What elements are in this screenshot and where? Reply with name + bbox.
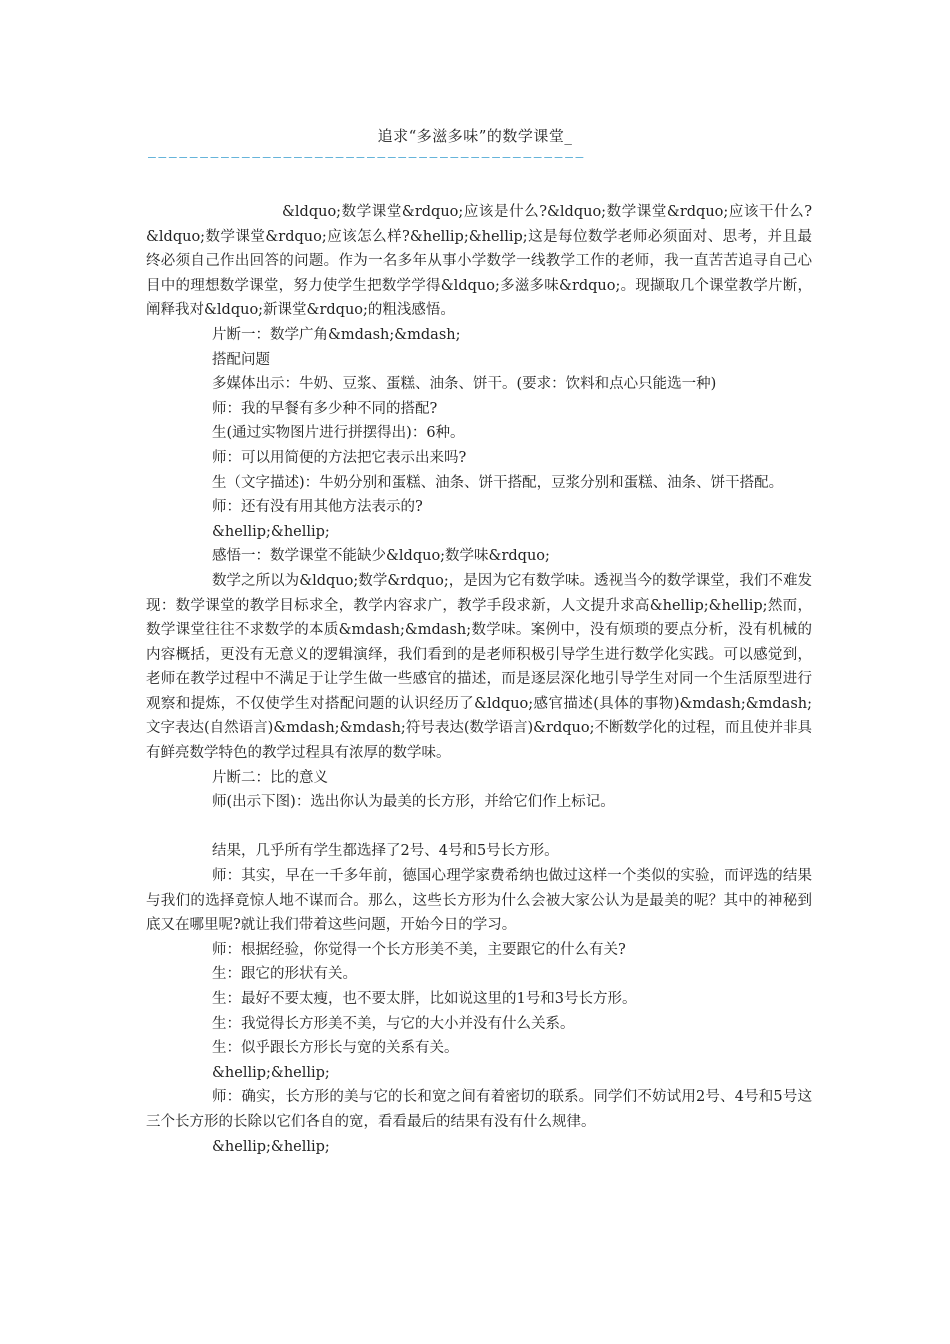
- paragraph: &ldquo;数学课堂&rdquo;应该是什么?&ldquo;数学课堂&rdquo;应该干什么?&ldquo;数学课堂&rdquo;应该怎么样?&hellip;&hellip;这是每位数学老师必须面对、思考，并且最终必须自己作出回答的问题。作为一名多年从事小学数学一线教学工作的老师，我一直苦苦追寻自己心目中的理想数学课堂，努力使学生把数学学得&ldquo;多滋多味&rdquo;。现撷取几个课堂教学片断，阐释我对&ldquo;新课堂&rdquo;的粗浅感悟。: [146, 204, 812, 319]
- paragraph: 师：可以用简便的方法把它表示出来吗?: [212, 449, 467, 466]
- paragraph: 生：我觉得长方形美不美，与它的大小并没有什么关系。: [212, 1015, 575, 1032]
- paragraph: 师：还有没有用其他方法表示的?: [212, 499, 423, 516]
- paragraph: 搭配问题: [212, 351, 270, 368]
- paragraph: &hellip;&hellip;: [212, 523, 330, 540]
- paragraph: &hellip;&hellip;: [212, 1138, 330, 1155]
- paragraph: 师：根据经验，你觉得一个长方形美不美，主要跟它的什么有关?: [212, 941, 626, 958]
- paragraph: 师(出示下图)：选出你认为最美的长方形，并给它们作上标记。: [212, 794, 615, 811]
- paragraph: 生：跟它的形状有关。: [212, 966, 357, 983]
- paragraph: 师：其实，早在一千多年前，德国心理学家费希纳也做过这样一个类似的实验，而评选的结果与我们的选择竟惊人地不谋而合。那么，这些长方形为什么会被大家公认为是最美的呢？其中的神秘到底又在哪里呢?就让我们带着这些问题，开始今日的学习。: [146, 868, 812, 934]
- paragraph: 师：我的早餐有多少种不同的搭配?: [212, 400, 438, 417]
- paragraph: 生：最好不要太瘦，也不要太胖，比如说这里的1号和3号长方形。: [212, 991, 637, 1007]
- document-title: 追求“多滋多味”的数学课堂_: [377, 127, 573, 145]
- paragraph: 感悟一：数学课堂不能缺少&ldquo;数学味&rdquo;: [212, 548, 550, 565]
- paragraph: 结果，几乎所有学生都选择了2号、4号和5号长方形。: [212, 843, 559, 860]
- figure-placeholder: [146, 815, 812, 840]
- paragraph: 生（文字描述)：牛奶分别和蛋糕、油条、饼干搭配，豆浆分别和蛋糕、油条、饼干搭配。: [212, 474, 784, 491]
- paragraph: 多媒体出示：牛奶、豆浆、蛋糕、油条、饼干。(要求：饮料和点心只能选一种): [212, 376, 717, 393]
- paragraph: 片断二：比的意义: [212, 769, 328, 786]
- paragraph: 生：似乎跟长方形长与宽的关系有关。: [212, 1040, 459, 1057]
- paragraph: 师：确实，长方形的美与它的长和宽之间有着密切的联系。同学们不妨试用2号、4号和5号这三个长方形的长除以它们各自的宽，看看最后的结果有没有什么规律。: [146, 1089, 812, 1130]
- title-divider: ——————————————————————————————————————————: [148, 150, 586, 165]
- document-body: [146, 200, 812, 1159]
- paragraph: &hellip;&hellip;: [212, 1064, 330, 1081]
- paragraph: 片断一：数学广角&mdash;&mdash;: [212, 326, 461, 343]
- paragraph: 生(通过实物图片进行拼摆得出)：6种。: [212, 425, 465, 442]
- paragraph: 数学之所以为&ldquo;数学&rdquo;，是因为它有数学味。透视当今的数学课堂，我们不难发现：数学课堂的教学目标求全，教学内容求广，教学手段求新，人文提升求高&hellip;&hellip;然而，数学课堂往往不求数学的本质&mdash;&mdash;数学味。案例中，没有烦琐的要点分析，没有机械的内容概括，更没有无意义的逻辑演绎，我们看到的是老师积极引导学生进行数学化实践。可以感觉到，老师在教学过程中不满足于让学生做一些感官的描述，而是逐层深化地引导学生对同一个生活原型进行观察和提炼，不仅使学生对搭配问题的认识经历了&ldquo;感官描述(具体的事物)&mdash;&mdash;文字表达(自然语言)&mdash;&mdash;符号表达(数学语言)&rdquo;不断数学化的过程，而且使并非具有鲜亮数学特色的教学过程具有浓厚的数学味。: [146, 572, 812, 762]
